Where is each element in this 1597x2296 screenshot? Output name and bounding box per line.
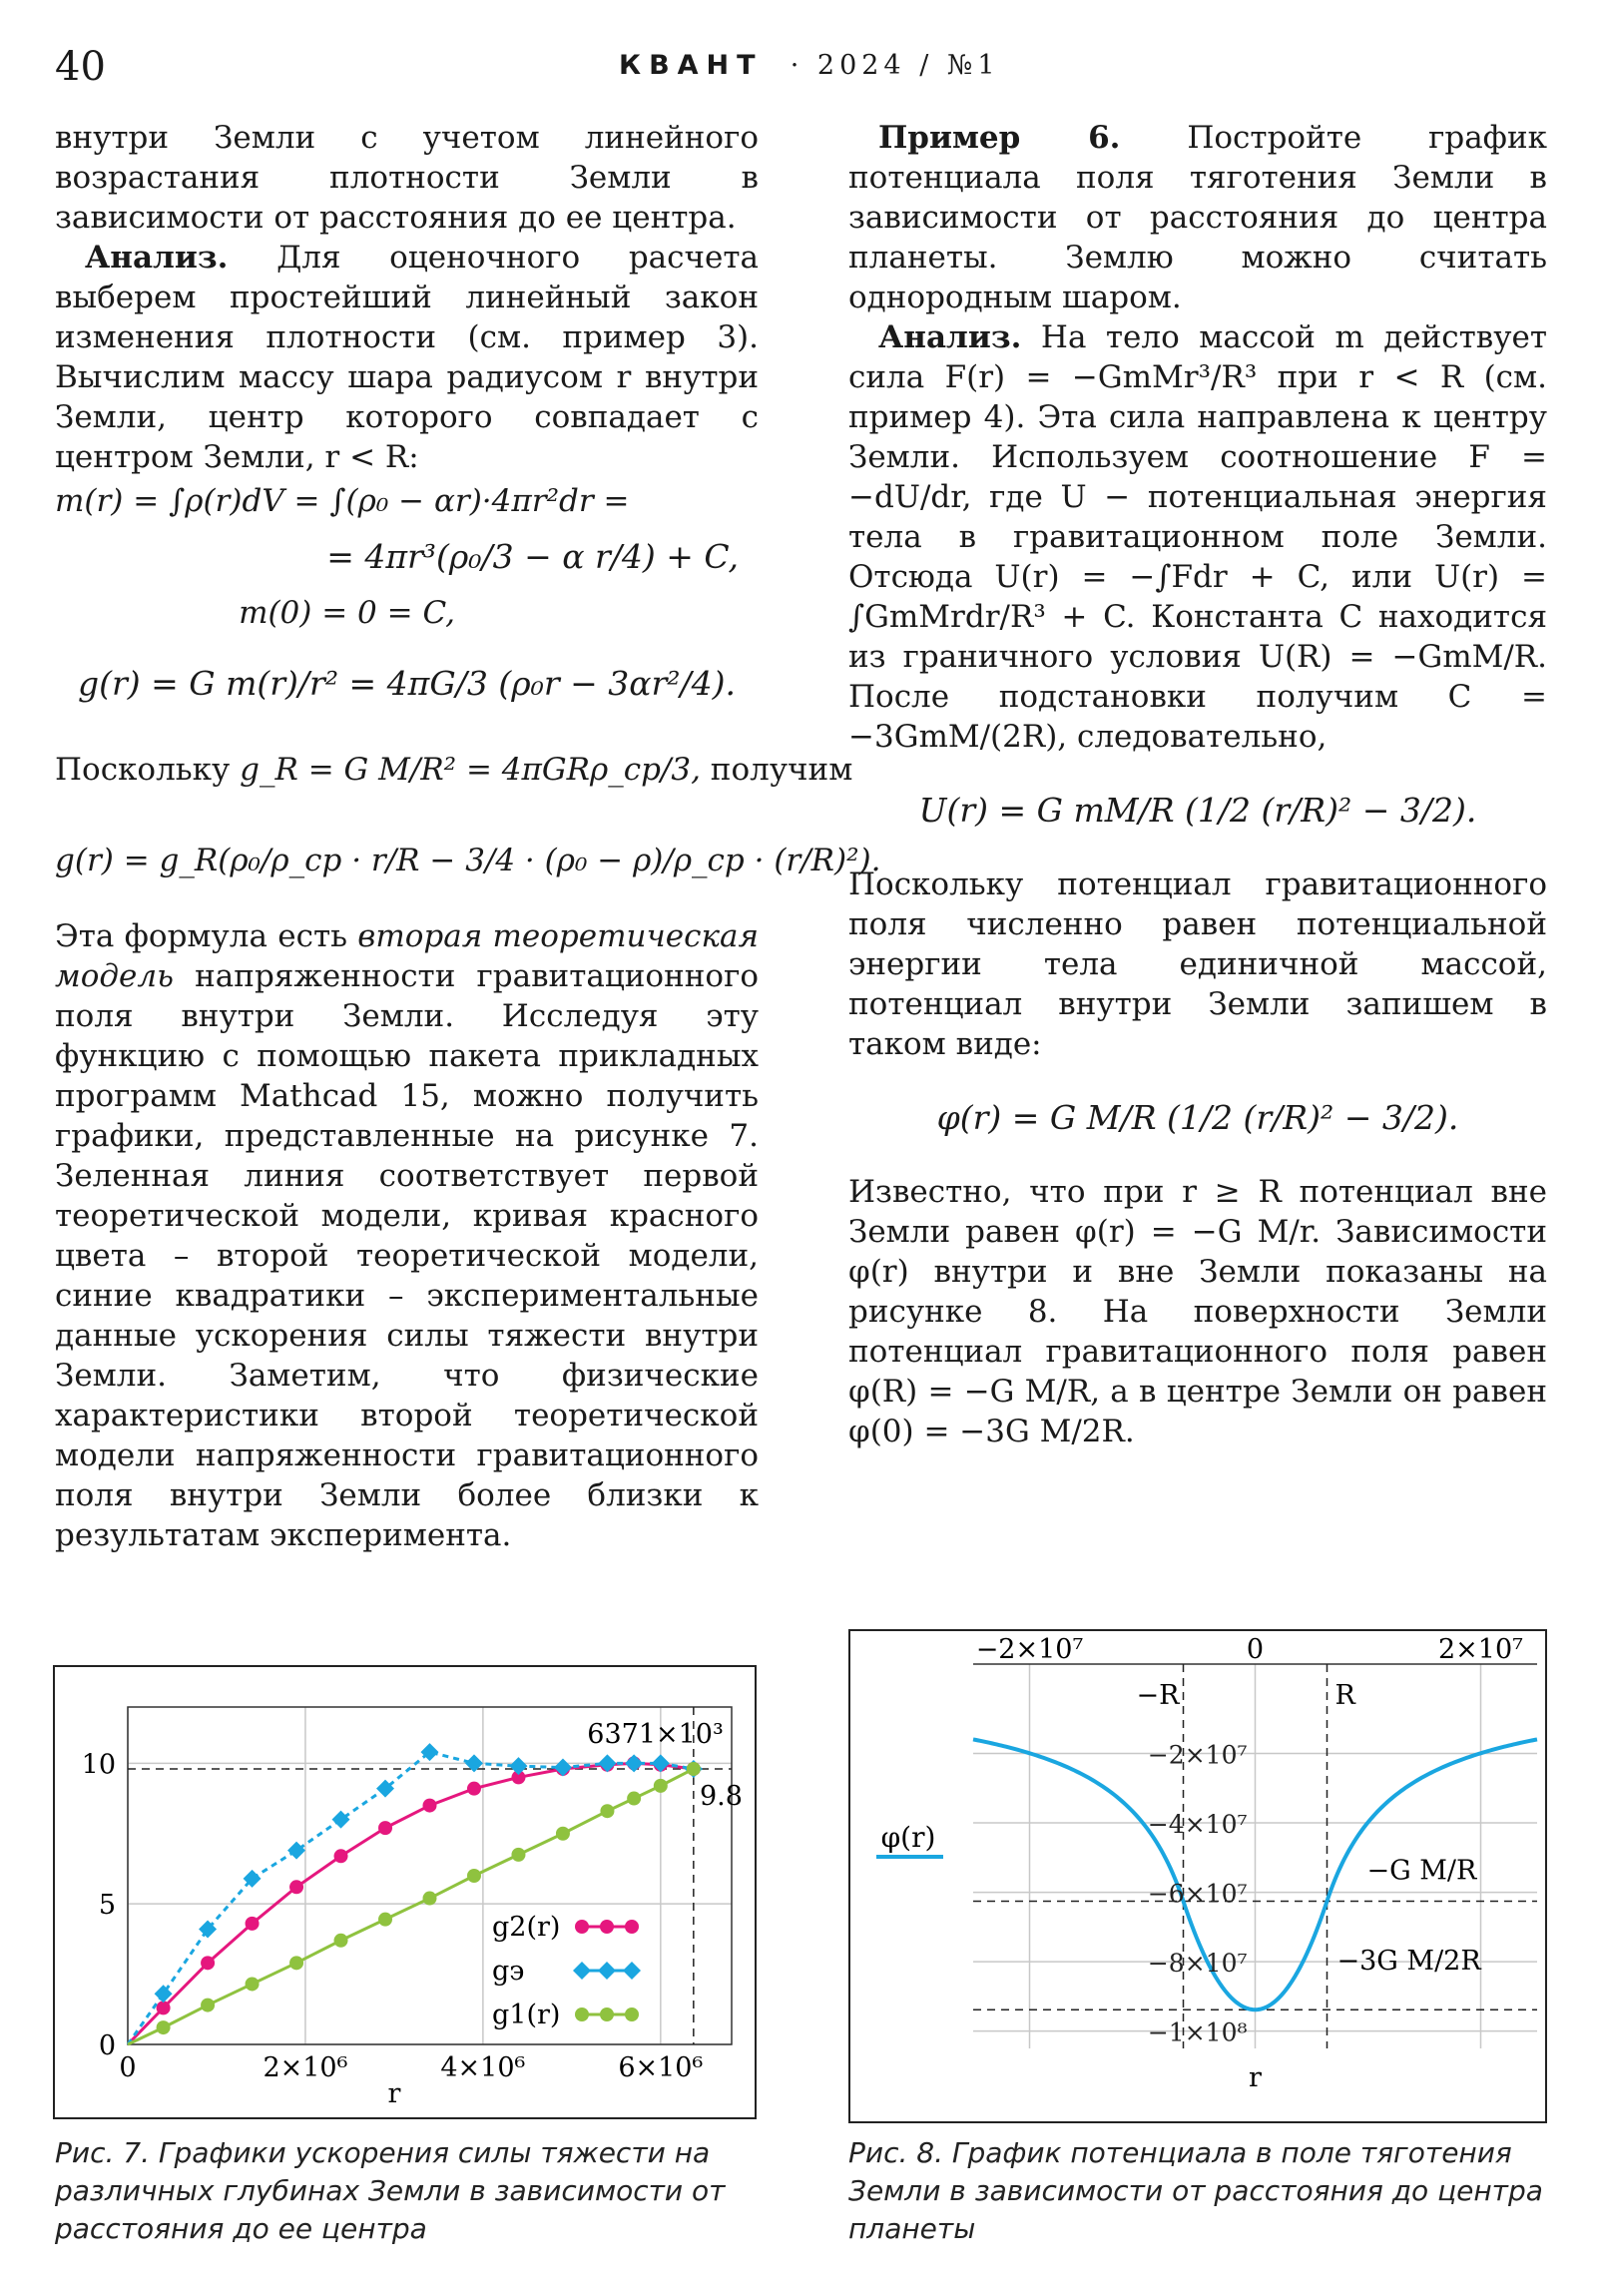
- figure-7-caption: Рис. 7. Графики ускорения силы тяжести на различных глубинах Земли в зависимости от расстояния до ее центра: [55, 2136, 726, 2245]
- since-tail: получим: [710, 752, 853, 788]
- legend-label-gэ: gэ: [492, 1956, 525, 1987]
- example-text: Постройте график потенциала поля тяготения Земли в зависимости от расстояния до центра планеты. Землю можно считать однородным шаром.: [848, 120, 1547, 315]
- paragraph-phi-outside: Известно, что при r ≥ R потенциал вне Земли равен φ(r) = −G M/r. Зависимости φ(r) внутри и вне Земли показаны на рисунке 8. На поверхности Земли потенциал гравитационного поля равен φ(R) = −G M/R, а в центре Земли он равен φ(0) = −3G M/2R.: [848, 1174, 1547, 1449]
- data-point-g2(r): [423, 1799, 437, 1813]
- x-tick-label: −2×10⁷: [975, 1634, 1084, 1665]
- legend-marker: [600, 2008, 614, 2021]
- data-point-g1(r): [627, 1792, 641, 1806]
- data-point-g1(r): [157, 2020, 171, 2034]
- phi-surface-annotation: −G M/R: [1366, 1855, 1477, 1887]
- paragraph-potential: Поскольку потенциал гравитационного поля численно равен потенциальной энергии тела единичной массой, потенциал внутри Земли запишем в таком виде:: [848, 866, 1547, 1062]
- x-tick-label: 0: [119, 2052, 137, 2083]
- plus-R-label: R: [1334, 1680, 1355, 1711]
- equation-phi: φ(r) = G M/R (1/2 (r/R)² − 3/2).: [936, 1098, 1459, 1137]
- y-tick-label: −2×10⁷: [1147, 1740, 1248, 1770]
- data-point-g2(r): [246, 1917, 260, 1931]
- analysis-label: Анализ.: [85, 240, 229, 276]
- figure-8-chart: [848, 1629, 1547, 2123]
- since-text: Поскольку: [55, 752, 231, 788]
- data-point-g1(r): [289, 1956, 303, 1970]
- figure-8-caption: Рис. 8. График потенциала в поле тяготения Земли в зависимости от расстояния до центра планеты: [848, 2136, 1543, 2245]
- y-tick-label: −1×10⁸: [1147, 2017, 1248, 2047]
- legend-label-g2(r): g2(r): [492, 1912, 561, 1943]
- legend-label-g1(r): g1(r): [492, 2000, 561, 2030]
- equation-mass-2: = 4πr³(ρ₀/3 − α r/4) + C,: [326, 537, 739, 576]
- y-tick-label: −6×10⁷: [1147, 1879, 1248, 1909]
- data-point-g1(r): [511, 1848, 525, 1862]
- phi-center-annotation: −3G M/2R: [1336, 1946, 1481, 1978]
- data-point-g1(r): [378, 1913, 392, 1927]
- y-tick-label: 10: [81, 1749, 116, 1781]
- since-equation: g_R = G M/R² = 4πGRρ_ср/3,: [240, 752, 701, 788]
- analysis2-label: Анализ.: [878, 319, 1022, 355]
- body-text-b: напряженности гравитационного поля внутри Земли. Исследуя эту функцию с помощью пакета прикладных программ Mathcad 15, можно получить графики, представленные на рисунке 7. Зеленная линия соответствует первой теоретической модели, кривая красного цвета – второй теоретической модели, синие квадратики – экспериментальные данные ускорения силы тяжести внутри Земли. Заметим, что физические характеристики второй теоретической модели напряженности гравитационного поля внутри Земли более близки к результатам эксперимента.: [55, 958, 759, 1553]
- data-point-g2(r): [201, 1956, 215, 1970]
- y-axis-label: φ(r): [880, 1821, 936, 1854]
- legend-marker: [575, 2008, 589, 2021]
- right-column: [848, 118, 1547, 1451]
- equation-U: U(r) = G mM/R (1/2 (r/R)² − 3/2).: [918, 791, 1477, 830]
- legend-marker: [600, 1920, 614, 1934]
- x-tick-label: 2×10⁶: [263, 2052, 348, 2083]
- data-point-g1(r): [556, 1827, 570, 1841]
- page-number: 40: [55, 44, 106, 90]
- equation-g-first-model: g(r) = G m(r)/r² = 4πG/3 (ρ₀r − 3αr²/4).: [77, 664, 737, 703]
- equation-mass-1: m(r) = ∫ρ(r)dV = ∫(ρ₀ − αr)·4πr²dr =: [55, 483, 630, 519]
- x-axis-label: r: [387, 2078, 401, 2109]
- g-value-annotation: 9.8: [700, 1780, 743, 1812]
- data-point-g1(r): [246, 1977, 260, 1991]
- data-point-g1(r): [201, 1999, 215, 2012]
- x-tick-label: 2×10⁷: [1438, 1634, 1523, 1665]
- analysis2-text-3: или U(r) = ∫GmMrdr/R³ + C. Константа C находится из граничного условия U(R) = −GmM/R. После подстановки получим C = −3GmM/(2R), следовательно,: [848, 559, 1548, 755]
- running-header: [619, 50, 1000, 81]
- legend-marker: [625, 1920, 639, 1934]
- data-point-g1(r): [334, 1934, 348, 1948]
- equation-mass-3: m(0) = 0 = C,: [239, 595, 455, 631]
- body-emphasis: вторая теоретическая модель: [55, 918, 759, 994]
- data-point-g1(r): [600, 1804, 614, 1818]
- x-axis-label: r: [1249, 2062, 1262, 2093]
- data-point-g2(r): [157, 2001, 171, 2014]
- data-point-g1(r): [654, 1779, 668, 1793]
- example-label: Пример 6.: [878, 120, 1121, 156]
- x-tick-label: 4×10⁶: [440, 2052, 526, 2083]
- y-tick-label: −8×10⁷: [1147, 1949, 1248, 1979]
- intro-paragraph: внутри Земли с учетом линейного возрастания плотности Земли в зависимости от расстояния до ее центра.: [55, 120, 759, 236]
- data-point-g1(r): [467, 1869, 481, 1883]
- data-point-g2(r): [467, 1782, 481, 1796]
- left-column: [55, 118, 881, 1555]
- y-tick-label: −4×10⁷: [1147, 1810, 1248, 1840]
- data-point-g2(r): [289, 1880, 303, 1894]
- body-text-a: Эта формула есть: [55, 918, 347, 954]
- issue-label: · 2024 / №1: [790, 50, 1000, 81]
- equation-g-second-model: g(r) = g_R(ρ₀/ρ_ср · r/R − 3/4 · (ρ₀ − ρ)/ρ_ср · (r/R)²).: [55, 843, 881, 878]
- data-point-g2(r): [378, 1821, 392, 1835]
- radius-annotation: 6371×10³: [587, 1719, 724, 1750]
- data-point-g1(r): [687, 1762, 701, 1776]
- minus-R-label: −R: [1136, 1680, 1180, 1711]
- analysis2-text-1: На тело массой m действует сила: [848, 319, 1547, 395]
- data-point-g1(r): [423, 1892, 437, 1906]
- x-tick-label: 0: [1246, 1634, 1265, 1665]
- journal-name: КВАНТ: [619, 50, 764, 81]
- legend-marker: [575, 1920, 589, 1934]
- data-point-g2(r): [334, 1849, 348, 1863]
- analysis2-text-2: F(r) = −GmMr³/R³ при r < R (см. пример 4). Эта сила направлена к центру Земли. Используем соотношение F = −dU/dr, где U − потенциальная энергия тела в гравитационном поле Земли. Отсюда U(r) = −∫Fdr + C,: [848, 359, 1547, 595]
- figure-7-chart: [53, 1665, 757, 2119]
- analysis-text: Для оценочного расчета выберем простейший линейный закон изменения плотности (см. пример 3). Вычислим массу шара радиусом r внутри Земли, центр которого совпадает с центром Земли, r < R:: [55, 240, 759, 475]
- y-tick-label: 0: [98, 2030, 116, 2061]
- y-tick-label: 5: [98, 1890, 116, 1922]
- legend-marker: [625, 2008, 639, 2021]
- x-tick-label: 6×10⁶: [618, 2052, 704, 2083]
